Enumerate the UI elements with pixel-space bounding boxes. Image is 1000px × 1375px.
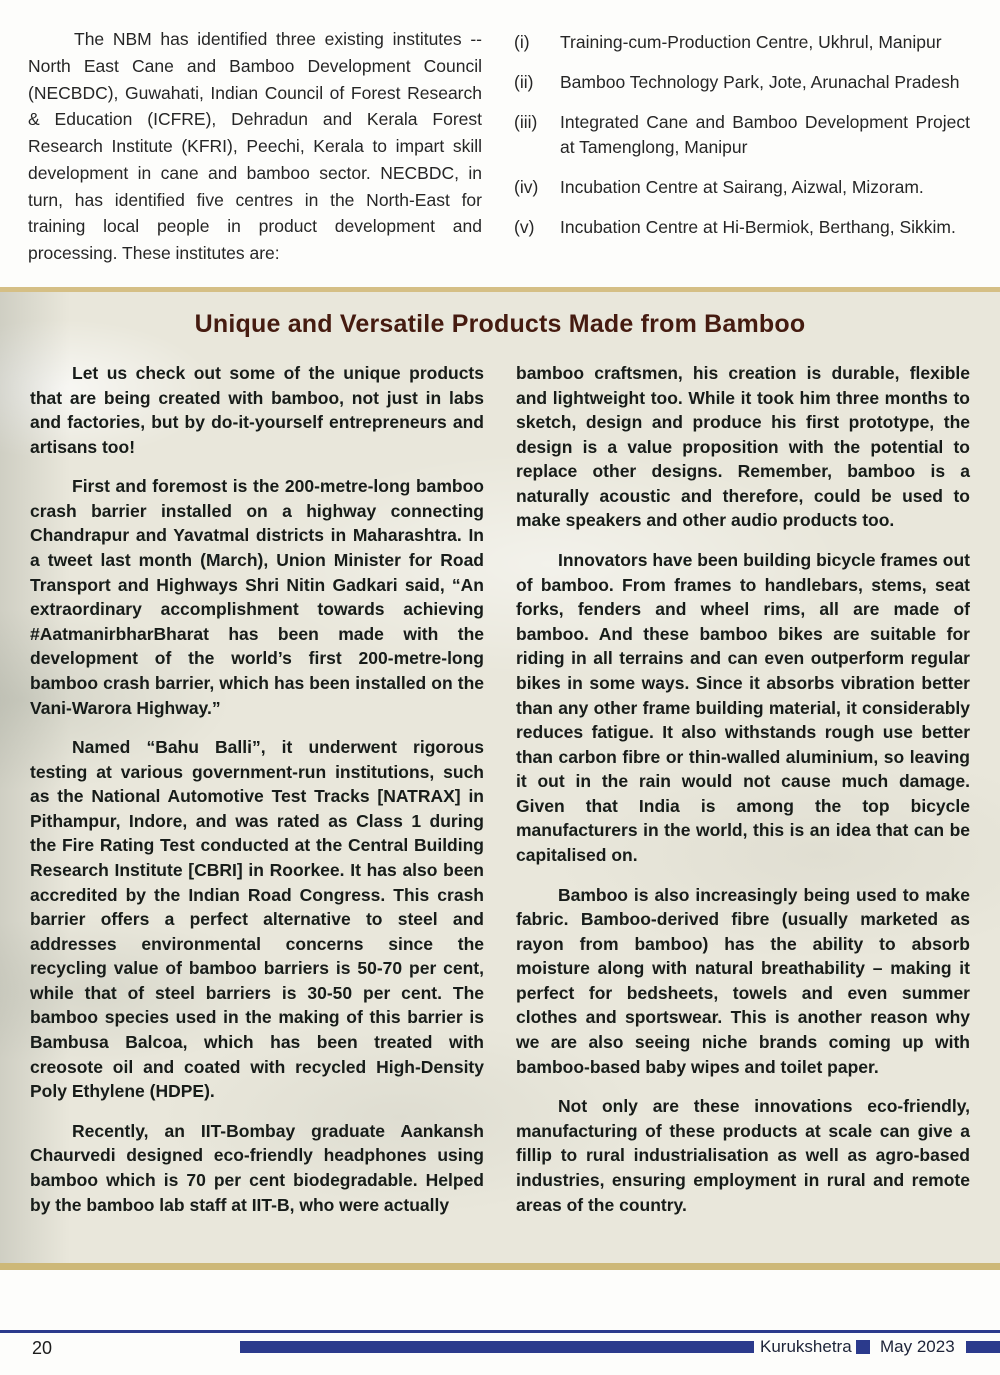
list-item-number: (i)	[514, 32, 530, 52]
footer-square-icon	[856, 1340, 870, 1354]
paragraph: Innovators have been building bicycle frames out of bamboo. From frames to handlebars, stems, seat forks, fenders and wheel rims, all are made of bamboo. And these bamboo bikes are suitable for riding in all terrains and can even outperform regular bikes in some ways. Since it absorbs vibration better than any other frame building material, it considerably reduces fatigue. It also withstands rough use better than carbon fibre or thin-walled aluminium, so leaving it out in the rain would not cause much damage. Given that India is among the top bicycle manufacturers in the world, this is an idea that can be capitalised on.	[516, 550, 970, 865]
magazine-name: Kurukshetra	[760, 1337, 852, 1356]
list-item-text: Bamboo Technology Park, Jote, Arunachal Pradesh	[560, 71, 960, 92]
list-item	[514, 175, 970, 200]
list-item-text: Integrated Cane and Bamboo Development Project at Tamenglong, Manipur	[560, 111, 970, 158]
paragraph: Recently, an IIT-Bombay graduate Aankansh Chaurvedi designed eco-friendly headphones using bamboo which is 70 per cent biodegradable. Helped by the bamboo lab staff at IIT-B, who were actually	[30, 1120, 484, 1215]
paragraph: First and foremost is the 200-metre-long bamboo crash barrier installed on a highway connecting Chandrapur and Yavatmal districts in Maharashtra. In a tweet last month (March), Union Minister for Road Transport and Highways Shri Nitin Gadkari said, “An extraordinary accomplishment towards achieving #AatmanirbharBharat has been made with the development of the world’s first 200-metre-long bamboo crash barrier, which has been installed on the Vani-Warora Highway.”	[30, 476, 484, 718]
feature-box-right-column	[516, 361, 970, 1232]
list-item	[514, 70, 970, 95]
issue-date: May 2023	[880, 1337, 955, 1356]
feature-box-columns	[30, 361, 970, 1232]
paragraph: bamboo craftsmen, his creation is durable, flexible and lightweight too. While it took him three months to sketch, design and produce his first prototype, the design is a value proposition with the potential to replace other designs. Remember, bamboo is a naturally acoustic and therefore, could be used to make speakers and other audio products too.	[516, 363, 970, 531]
feature-box-left-column	[30, 361, 484, 1232]
list-item-text: Incubation Centre at Sairang, Aizwal, Mizoram.	[560, 177, 924, 197]
intro-paragraph: The NBM has identified three existing institutes -- North East Cane and Bamboo Development Council (NECBDC), Guwahati, Indian Council of Forest Research & Education (ICFRE), Dehradun and Kerala Forest Research Institute (KFRI), Peechi, Kerala to impart skill development in cane and bamboo sector. NECBDC, in turn, has identified five centres in the North-East for training local people in product development and processing. These institutes are:	[28, 29, 482, 264]
list-item	[514, 110, 970, 161]
page-number: 20	[32, 1338, 53, 1358]
footer-bar	[966, 1341, 1000, 1353]
list-item-number: (iv)	[514, 177, 539, 197]
list-item	[514, 30, 970, 55]
list-item-text: Training-cum-Production Centre, Ukhrul, Manipur	[560, 32, 942, 52]
list-item-text: Incubation Centre at Hi-Bermiok, Berthang, Sikkim.	[560, 216, 956, 237]
feature-box-title: Unique and Versatile Products Made from Bamboo	[194, 310, 806, 338]
feature-box	[0, 287, 1000, 1270]
paragraph: Let us check out some of the unique products that are being created with bamboo, not just in labs and factories, but by do-it-yourself entrepreneurs and artisans too!	[30, 363, 484, 457]
paragraph: Not only are these innovations eco-friendly, manufacturing of these products at scale can give a fillip to rural industrialisation as well as agro-based industries, ensuring employment in rural and remote areas of the country.	[516, 1096, 970, 1215]
paragraph: Named “Bahu Balli”, it underwent rigorous testing at various government-run institutions, such as the National Automotive Test Tracks [NATRAX] in Pithampur, Indore, and was rated as Class 1 during the Fire Rating Test conducted at the Central Building Research Institute [CBRI] in Roorkee. It has also been accredited by the Indian Road Congress. This crash barrier offers a perfect alternative to steel and addresses environmental concerns since the recycling value of bamboo barriers is 50-70 per cent, while that of steel barriers is 30-50 per cent. The bamboo species used in the making of this barrier is Bambusa Balcoa, which has been treated with creosote oil and coated with recycled High-Density Poly Ethylene (HDPE).	[30, 737, 484, 1102]
footer-bar	[240, 1341, 754, 1353]
list-item	[514, 215, 970, 240]
paragraph: Bamboo is also increasingly being used to make fabric. Bamboo-derived fibre (usually marketed as rayon from bamboo) has the ability to absorb moisture along with natural breathability – making it perfect for bedsheets, towels and even summer clothes and sportswear. This is another reason why we are also seeing niche brands coming up with bamboo-based baby wipes and toilet paper.	[516, 884, 970, 1077]
top-section	[28, 26, 970, 267]
list-item-number: (iii)	[514, 111, 538, 132]
list-item-number: (v)	[514, 216, 535, 237]
footer-rule	[0, 1330, 1000, 1333]
list-item-number: (ii)	[514, 71, 534, 92]
institute-list	[514, 26, 970, 267]
